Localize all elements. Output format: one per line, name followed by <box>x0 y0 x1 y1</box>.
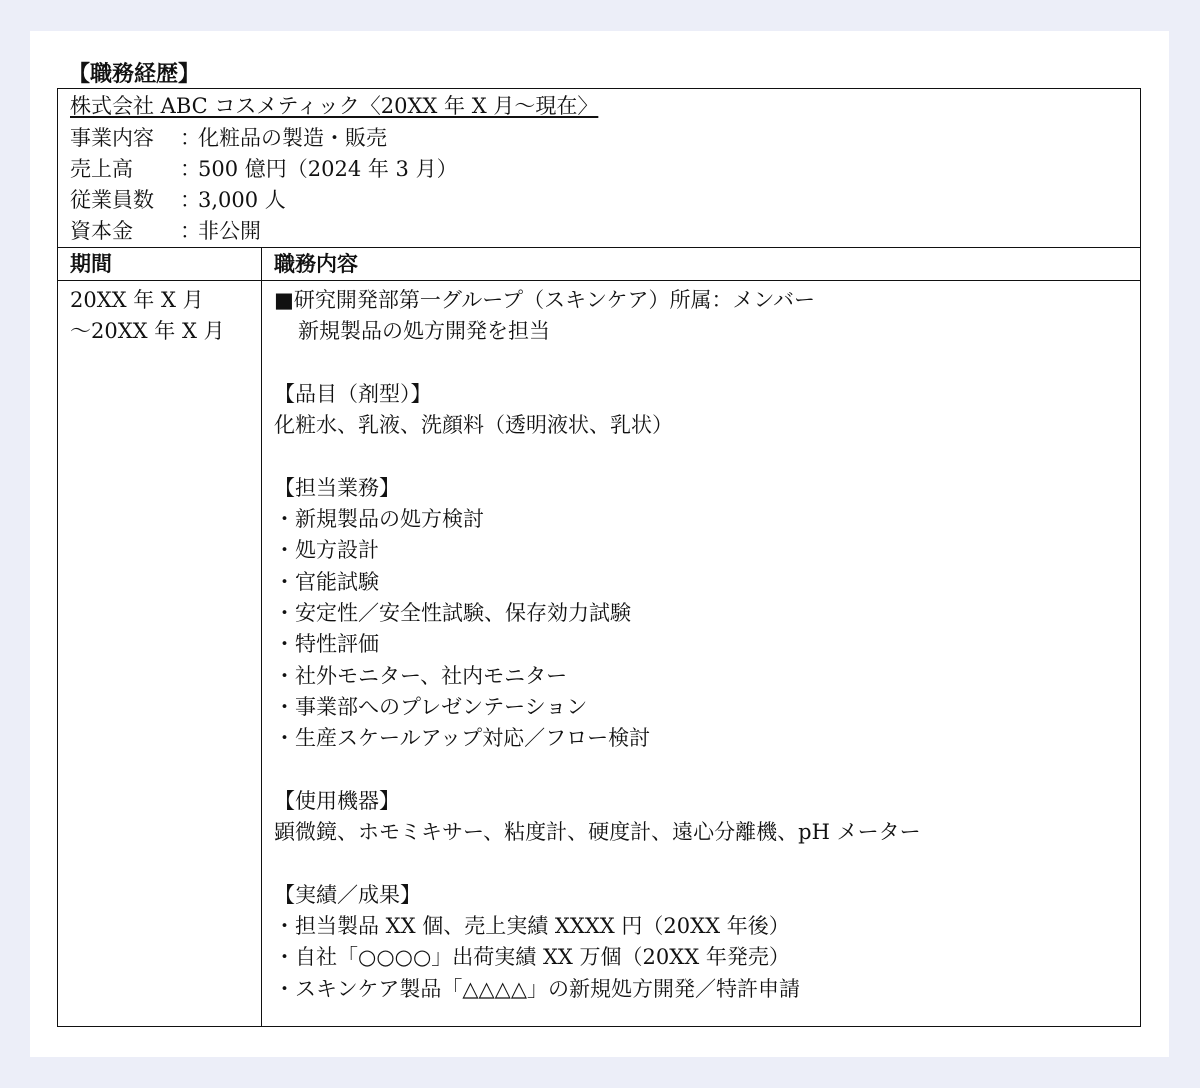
result-item: ・自社「○○○○」出荷実績 XX 万個（20XX 年発売） <box>274 945 790 970</box>
task-item: ・安定性／安全性試験、保存効力試験 <box>274 600 631 625</box>
header-period: 期間 <box>70 251 112 276</box>
info-value: 非公開 <box>198 219 261 243</box>
column-divider <box>261 248 262 1026</box>
header-duties: 職務内容 <box>274 251 358 276</box>
period-start: 20XX 年 X 月 <box>70 288 204 312</box>
task-item: ・処方設計 <box>274 538 379 563</box>
info-label: 事業内容 <box>70 126 154 150</box>
period-end: ～20XX 年 X 月 <box>70 319 225 343</box>
info-separator: ： <box>180 126 201 150</box>
spacer <box>274 441 1134 472</box>
info-row-sales <box>70 154 458 184</box>
task-item: ・官能試験 <box>274 569 379 594</box>
duties-cell <box>274 285 1134 1005</box>
company-info-block <box>58 89 1140 248</box>
info-separator: ： <box>180 188 201 212</box>
task-item: ・事業部へのプレゼンテーション <box>274 694 588 719</box>
task-item: ・社外モニター、社内モニター <box>274 663 568 688</box>
department-line: ■研究開発部第一グループ（スキンケア）所属：メンバー <box>274 288 816 312</box>
tasks-section-title: 【担当業務】 <box>274 475 400 500</box>
result-item: ・スキンケア製品「△△△△」の新規処方開発／特許申請 <box>274 976 800 1001</box>
equipment-section-title: 【使用機器】 <box>274 788 400 813</box>
results-section-title: 【実績／成果】 <box>274 882 421 907</box>
table-header-row <box>58 248 1140 281</box>
info-separator: ： <box>180 219 201 243</box>
info-value: 3,000 人 <box>198 188 286 212</box>
items-section-text: 化粧水、乳液、洗顔料（透明液状、乳状） <box>274 413 673 438</box>
company-name: 株式会社 ABC コスメティック〈20XX 年 X 月～現在〉 <box>70 94 599 118</box>
info-value: 化粧品の製造・販売 <box>198 126 387 150</box>
equipment-section-text: 顕微鏡、ホモミキサー、粘度計、硬度計、遠心分離機、pH メーター <box>274 820 921 845</box>
spacer <box>274 348 1134 379</box>
result-item: ・担当製品 XX 個、売上実績 XXXX 円（20XX 年後） <box>274 913 790 938</box>
info-label: 資本金 <box>70 219 133 243</box>
department-role: 新規製品の処方開発を担当 <box>298 319 550 344</box>
info-separator: ： <box>180 157 201 181</box>
career-table <box>57 88 1141 1027</box>
spacer <box>274 754 1134 785</box>
resume-page <box>30 31 1169 1057</box>
items-section-title: 【品目（剤型）】 <box>274 381 432 406</box>
spacer <box>274 848 1134 879</box>
info-label: 従業員数 <box>70 188 154 212</box>
task-item: ・新規製品の処方検討 <box>274 507 484 532</box>
info-row-capital <box>70 216 261 246</box>
info-value: 500 億円（2024 年 3 月） <box>198 157 458 181</box>
info-row-employees <box>70 185 286 215</box>
info-label: 売上高 <box>70 157 133 181</box>
info-row-business <box>70 123 387 153</box>
task-item: ・特性評価 <box>274 632 379 657</box>
section-heading: 【職務経歴】 <box>68 61 201 87</box>
task-item: ・生産スケールアップ対応／フロー検討 <box>274 726 651 751</box>
period-cell <box>70 285 225 347</box>
